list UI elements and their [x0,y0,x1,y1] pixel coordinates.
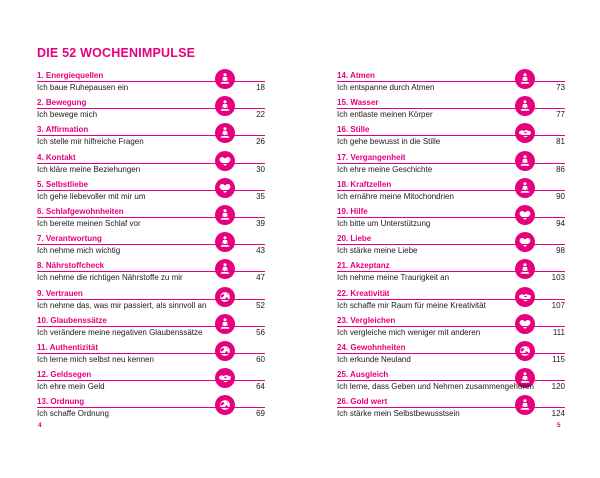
entry-title: 2. Bewegung [37,98,87,108]
entry-title: 10. Glaubenssätze [37,315,107,325]
entry-title: 13. Ordnung [37,397,85,407]
entry-description: Ich stärke mein Selbstbewusstsein [337,409,460,419]
entry-divider [337,407,565,408]
entry-title: 6. Schlafgewohnheiten [37,206,124,216]
entry-description: Ich nehme das, was mir passiert, als sinnvoll an [37,300,207,310]
entry-divider [37,108,265,109]
toc-entry[interactable] [337,341,565,368]
entry-title: 18. Kraftzellen [337,179,392,189]
toc-entry[interactable] [37,96,265,123]
entry-divider [37,299,265,300]
entry-page-number: 56 [256,327,265,337]
entry-divider [337,163,565,164]
entry-description: Ich nehme die richtigen Nährstoffe zu mir [37,273,183,283]
entry-description: Ich ehre meine Geschichte [337,164,433,174]
toc-entry[interactable] [37,314,265,341]
entry-divider [337,81,565,82]
entry-page-number: 52 [256,300,265,310]
heart-icon [215,151,235,171]
entry-description: Ich erkunde Neuland [337,354,411,364]
meditation-icon [515,151,535,171]
meditation-icon [215,259,235,279]
meditation-icon [515,259,535,279]
toc-right-column [337,69,565,422]
entry-title: 5. Selbstliebe [37,179,89,189]
entry-page-number: 18 [256,83,265,92]
meditation-icon [515,96,535,116]
entry-page-number: 98 [556,246,565,256]
toc-entry[interactable] [37,151,265,178]
entry-page-number: 120 [551,382,565,392]
entry-description: Ich lerne mich selbst neu kennen [37,354,154,364]
entry-title: 11. Authentizität [37,342,99,352]
entry-title: 15. Wasser [337,98,379,108]
handshake-icon [515,287,535,307]
entry-title: 19. Hilfe [337,206,368,216]
page-heading: DIE 52 WOCHENIMPULSE [37,46,196,60]
globe-icon [515,341,535,361]
entry-divider [37,135,265,136]
toc-entry[interactable] [337,69,565,96]
entry-description: Ich kläre meine Beziehungen [37,164,141,174]
meditation-icon [215,314,235,334]
toc-entry[interactable] [37,368,265,395]
meditation-icon [215,69,235,89]
entry-description: Ich bewege mich [37,110,98,120]
entry-title: 4. Kontakt [37,152,76,162]
entry-title: 9. Vertrauen [37,288,83,298]
entry-page-number: 30 [256,164,265,174]
toc-entry[interactable] [37,287,265,314]
entry-description: Ich nehme meine Traurigkeit an [337,273,450,283]
entry-title: 24. Gewohnheiten [337,342,406,352]
entry-description: Ich bitte um Unterstützung [337,218,431,228]
entry-description: Ich schaffe Ordnung [37,409,109,419]
entry-title: 14. Atmen [337,71,375,80]
toc-entry[interactable] [37,395,265,422]
entry-description: Ich stärke meine Liebe [337,246,418,256]
entry-divider [337,135,565,136]
entry-title: 26. Gold wert [337,397,388,407]
entry-divider [337,108,565,109]
entry-page-number: 111 [552,327,565,337]
globe-icon [215,341,235,361]
entry-divider [337,326,565,327]
entry-divider [337,190,565,191]
meditation-icon [215,232,235,252]
entry-description: Ich entspanne durch Atmen [337,83,435,92]
entry-page-number: 22 [256,110,265,120]
entry-title: 16. Stille [337,125,370,135]
entry-divider [37,163,265,164]
toc-entry[interactable] [337,123,565,150]
entry-title: 22. Kreativität [337,288,390,298]
toc-entry[interactable] [337,151,565,178]
entry-description: Ich verändere meine negativen Glaubenssätze [37,327,203,337]
entry-title: 8. Nährstoffcheck [37,261,105,271]
entry-title: 20. Liebe [337,234,372,244]
entry-divider [337,299,565,300]
entry-page-number: 81 [556,137,565,147]
entry-divider [37,407,265,408]
heart-icon [515,205,535,225]
entry-page-number: 43 [256,246,265,256]
meditation-icon [515,178,535,198]
toc-entry[interactable] [337,368,565,395]
entry-title: 7. Verantwortung [37,234,102,244]
entry-page-number: 115 [552,354,565,364]
meditation-icon [215,205,235,225]
entry-divider [337,380,565,381]
toc-entry[interactable] [37,259,265,286]
entry-divider [37,81,265,82]
entry-divider [37,326,265,327]
toc-entry[interactable] [337,178,565,205]
toc-entry[interactable] [337,205,565,232]
meditation-icon [215,123,235,143]
meditation-icon [515,69,535,89]
entry-page-number: 86 [556,164,565,174]
meditation-icon [215,96,235,116]
entry-title: 12. Geldsegen [37,370,92,380]
entry-title: 23. Vergleichen [337,315,396,325]
entry-title: 1. Energiequellen [37,71,104,80]
entry-page-number: 69 [256,409,265,419]
entry-page-number: 60 [256,354,265,364]
entry-divider [37,271,265,272]
toc-entry[interactable] [37,341,265,368]
entry-description: Ich bereite meinen Schlaf vor [37,218,141,228]
entry-divider [337,271,565,272]
entry-description: Ich vergleiche mich weniger mit anderen [337,327,481,337]
entry-page-number: 73 [556,83,565,92]
toc-entry[interactable] [337,96,565,123]
entry-description: Ich baue Ruhepausen ein [37,83,129,92]
entry-title: 21. Akzeptanz [337,261,390,271]
entry-description: Ich stelle mir hilfreiche Fragen [37,137,144,147]
toc-entry[interactable] [37,232,265,259]
entry-divider [337,353,565,354]
globe-icon [215,395,235,415]
entry-description: Ich gehe liebevoller mit mir um [37,191,146,201]
globe-icon [215,287,235,307]
entry-title: 3. Affirmation [37,125,89,135]
entry-divider [37,190,265,191]
entry-divider [37,217,265,218]
entry-page-number: 39 [256,218,265,228]
entry-divider [337,217,565,218]
toc-entry[interactable] [37,178,265,205]
entry-title: 17. Vergangenheit [337,152,406,162]
heart-icon [215,178,235,198]
toc-entry[interactable] [337,395,565,422]
entry-description: Ich gehe bewusst in die Stille [337,137,441,147]
entry-divider [37,244,265,245]
page-number-right: 5 [557,422,561,429]
entry-description: Ich schaffe mir Raum für meine Kreativität [337,300,486,310]
entry-description: Ich entlaste meinen Körper [337,110,433,120]
entry-divider [37,380,265,381]
toc-entry[interactable] [337,232,565,259]
entry-title: 25. Ausgleich [337,370,389,380]
toc-entry[interactable] [37,69,265,96]
entry-page-number: 103 [551,273,565,283]
entry-divider [337,244,565,245]
entry-page-number: 94 [556,218,565,228]
entry-page-number: 107 [551,300,565,310]
heart-icon [515,232,535,252]
entry-page-number: 77 [556,110,565,120]
entry-page-number: 47 [256,273,265,283]
entry-description: Ich ehre mein Geld [37,382,105,392]
handshake-icon [215,368,235,388]
entry-divider [37,353,265,354]
toc-entry[interactable] [337,314,565,341]
entry-page-number: 64 [256,382,265,392]
entry-page-number: 124 [551,409,565,419]
entry-description: Ich lerne, dass Geben und Nehmen zusammengehören [337,382,535,392]
page-number-left: 4 [38,422,42,429]
meditation-icon [515,395,535,415]
toc-left-column [37,69,265,422]
toc-entry[interactable] [337,259,565,286]
toc-entry[interactable] [37,205,265,232]
toc-entry[interactable] [37,123,265,150]
entry-page-number: 26 [256,137,265,147]
toc-entry[interactable] [337,287,565,314]
entry-description: Ich nehme mich wichtig [37,246,121,256]
entry-page-number: 35 [256,191,265,201]
entry-description: Ich ernähre meine Mitochondrien [337,191,454,201]
entry-page-number: 90 [556,191,565,201]
handshake-icon [515,123,535,143]
heart-icon [515,314,535,334]
